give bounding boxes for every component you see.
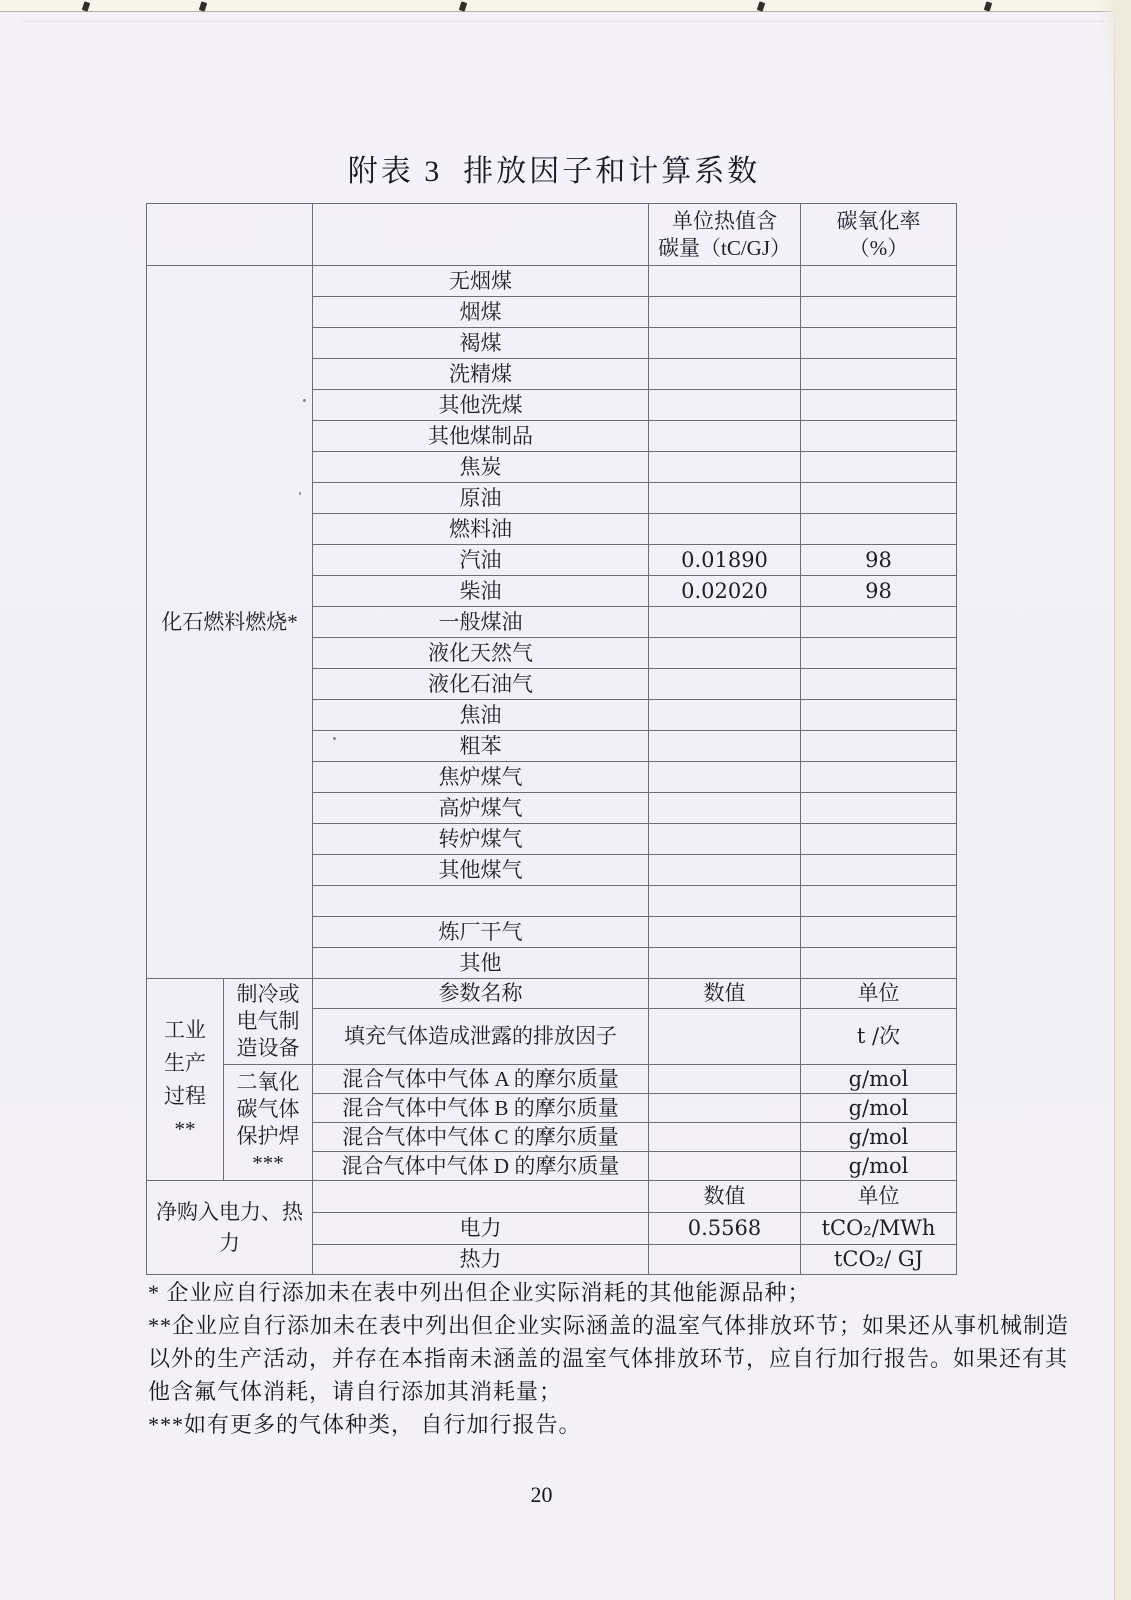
scan-right-edge-wedge — [1100, 0, 1115, 120]
cell-param-header-name: 参数名称 — [313, 979, 649, 1009]
purchased-label-text: 净购入电力、热力 — [156, 1199, 303, 1255]
cell-heat-value — [649, 390, 801, 421]
cell-heat-value — [649, 452, 801, 483]
table-row — [147, 266, 957, 297]
cell-heat-value — [649, 948, 801, 979]
cell-param-name: 混合气体中气体 C 的摩尔质量 — [313, 1123, 649, 1152]
table-row — [147, 1181, 957, 1213]
cell-section-fossil-label: 化石燃料燃烧* — [147, 266, 313, 979]
cell-section-industry-label — [147, 979, 224, 1181]
cell-param-value — [649, 1065, 801, 1094]
cell-heat-value — [649, 514, 801, 545]
scan-top-edge — [0, 0, 1131, 12]
cell-fuel-name: 转炉煤气 — [313, 824, 649, 855]
cell-oxidation-value — [801, 452, 957, 483]
cell-oxidation-value: 98 — [801, 545, 957, 576]
cell-oxidation-value — [801, 359, 957, 390]
cell-heat-value: 0.02020 — [649, 576, 801, 607]
welding-label-text: 二氧化碳气体保护焊*** — [236, 1069, 300, 1175]
cell-section-purchased-label — [147, 1181, 313, 1275]
cell-welding-label — [224, 1065, 313, 1181]
cell-heat-value — [649, 855, 801, 886]
header-oxid-line2: （%） — [848, 235, 909, 260]
cell-oxidation-value — [801, 297, 957, 328]
cell-oxidation-value — [801, 669, 957, 700]
cell-fuel-name: 高炉煤气 — [313, 793, 649, 824]
cell-heat-value — [649, 793, 801, 824]
cell-oxidation-value — [801, 886, 957, 917]
cell-energy-unit: tCO₂/ GJ — [801, 1245, 957, 1275]
footnote-line: * 企业应自行添加未在表中列出但企业实际消耗的其他能源品种； — [148, 1280, 811, 1305]
footnotes — [148, 1276, 1113, 1441]
table-row — [147, 979, 957, 1009]
cell-oxidation-value — [801, 917, 957, 948]
cell-oxidation-value — [801, 700, 957, 731]
cell-oxidation-value — [801, 328, 957, 359]
cell-param-name: 填充气体造成泄露的排放因子 — [313, 1009, 649, 1065]
cell-fuel-name: 其他煤制品 — [313, 421, 649, 452]
cell-equipment-label — [224, 979, 313, 1065]
cell-oxidation-value — [801, 483, 957, 514]
cell-param-value — [649, 1152, 801, 1181]
cell-param-header-unit: 单位 — [801, 979, 957, 1009]
cell-heat-value — [649, 607, 801, 638]
cell-oxidation-value: 98 — [801, 576, 957, 607]
empty-cell — [313, 1181, 649, 1213]
cell-oxidation-value — [801, 638, 957, 669]
cell-param-name: 混合气体中气体 A 的摩尔质量 — [313, 1065, 649, 1094]
cell-param-unit: g/mol — [801, 1152, 957, 1181]
cell-fuel-name: 炼厂干气 — [313, 917, 649, 948]
header-oxidation-rate — [801, 204, 957, 266]
cell-heat-value — [649, 824, 801, 855]
cell-fuel-name: 焦油 — [313, 700, 649, 731]
cell-oxidation-value — [801, 948, 957, 979]
cell-fuel-name: 其他煤气 — [313, 855, 649, 886]
cell-heat-value — [649, 266, 801, 297]
scan-tick-mark — [459, 1, 467, 11]
cell-fuel-name: 无烟煤 — [313, 266, 649, 297]
page-title: 附表 3 排放因子和计算系数 — [347, 155, 761, 188]
cell-energy-value: 0.5568 — [649, 1213, 801, 1245]
empty-cell — [313, 204, 649, 266]
cell-heat-value — [649, 638, 801, 669]
cell-param-unit: g/mol — [801, 1094, 957, 1123]
industry-label-text: 工业生产过程** — [164, 1017, 206, 1141]
cell-param-value — [649, 1123, 801, 1152]
header-heat-content — [649, 204, 801, 266]
cell-fuel-name: 液化石油气 — [313, 669, 649, 700]
cell-heat-value — [649, 731, 801, 762]
cell-heat-value: 0.01890 — [649, 545, 801, 576]
cell-fuel-name: 燃料油 — [313, 514, 649, 545]
cell-fuel-name — [313, 886, 649, 917]
cell-param-value — [649, 1009, 801, 1065]
cell-fuel-name: 柴油 — [313, 576, 649, 607]
cell-param-unit: g/mol — [801, 1123, 957, 1152]
emission-factors-table — [146, 203, 957, 1275]
empty-cell — [147, 204, 313, 266]
cell-oxidation-value — [801, 607, 957, 638]
cell-energy-name: 热力 — [313, 1245, 649, 1275]
cell-purchased-header-value: 数值 — [649, 1181, 801, 1213]
cell-oxidation-value — [801, 824, 957, 855]
cell-oxidation-value — [801, 855, 957, 886]
cell-param-header-value: 数值 — [649, 979, 801, 1009]
cell-heat-value — [649, 421, 801, 452]
cell-fuel-name: 粗苯 — [313, 731, 649, 762]
cell-fuel-name: 液化天然气 — [313, 638, 649, 669]
cell-heat-value — [649, 328, 801, 359]
cell-fuel-name: 原油 — [313, 483, 649, 514]
scan-tick-mark — [757, 1, 765, 11]
header-oxid-line1: 碳氧化率 — [836, 209, 921, 234]
header-heat-line2: 碳量（tC/GJ） — [657, 235, 791, 260]
cell-fuel-name: 焦炭 — [313, 452, 649, 483]
cell-purchased-header-unit: 单位 — [801, 1181, 957, 1213]
cell-oxidation-value — [801, 514, 957, 545]
scan-fold-line — [22, 21, 1108, 22]
cell-param-value — [649, 1094, 801, 1123]
cell-oxidation-value — [801, 793, 957, 824]
page-number: 20 — [530, 1482, 553, 1507]
cell-fuel-name: 一般煤油 — [313, 607, 649, 638]
cell-heat-value — [649, 886, 801, 917]
table-header-row — [147, 204, 957, 266]
cell-oxidation-value — [801, 390, 957, 421]
cell-energy-unit: tCO₂/MWh — [801, 1213, 957, 1245]
cell-param-name: 混合气体中气体 B 的摩尔质量 — [313, 1094, 649, 1123]
cell-energy-value — [649, 1245, 801, 1275]
header-heat-line1: 单位热值含 — [672, 209, 777, 234]
equipment-label-text: 制冷或电气制造设备 — [236, 982, 300, 1060]
cell-fuel-name: 其他 — [313, 948, 649, 979]
cell-fuel-name: 其他洗煤 — [313, 390, 649, 421]
footnote-line: 他含氟气体消耗，请自行添加其消耗量； — [148, 1379, 563, 1404]
cell-fuel-name: 汽油 — [313, 545, 649, 576]
cell-heat-value — [649, 359, 801, 390]
scan-right-edge — [1114, 0, 1131, 1600]
cell-fuel-name: 褐煤 — [313, 328, 649, 359]
cell-param-unit: g/mol — [801, 1065, 957, 1094]
cell-heat-value — [649, 917, 801, 948]
cell-fuel-name: 焦炉煤气 — [313, 762, 649, 793]
cell-fuel-name: 洗精煤 — [313, 359, 649, 390]
footnote-line: **企业应自行添加未在表中列出但企业实际涵盖的温室气体排放环节；如果还从事机械制造 — [148, 1313, 1070, 1338]
scan-tick-mark — [82, 1, 90, 11]
footnote-line: ***如有更多的气体种类， 自行加行报告。 — [148, 1412, 582, 1437]
cell-oxidation-value — [801, 421, 957, 452]
cell-param-unit: t /次 — [801, 1009, 957, 1065]
cell-oxidation-value — [801, 762, 957, 793]
table-row — [147, 1065, 957, 1094]
cell-heat-value — [649, 297, 801, 328]
cell-heat-value — [649, 483, 801, 514]
cell-oxidation-value — [801, 731, 957, 762]
cell-fuel-name: 烟煤 — [313, 297, 649, 328]
cell-heat-value — [649, 700, 801, 731]
cell-energy-name: 电力 — [313, 1213, 649, 1245]
cell-heat-value — [649, 669, 801, 700]
cell-heat-value — [649, 762, 801, 793]
footnote-line: 以外的生产活动，并存在本指南未涵盖的温室气体排放环节，应自行加行报告。如果还有其 — [148, 1346, 1069, 1371]
cell-oxidation-value — [801, 266, 957, 297]
scan-tick-mark — [984, 1, 992, 11]
scan-tick-mark — [199, 1, 207, 11]
cell-param-name: 混合气体中气体 D 的摩尔质量 — [313, 1152, 649, 1181]
